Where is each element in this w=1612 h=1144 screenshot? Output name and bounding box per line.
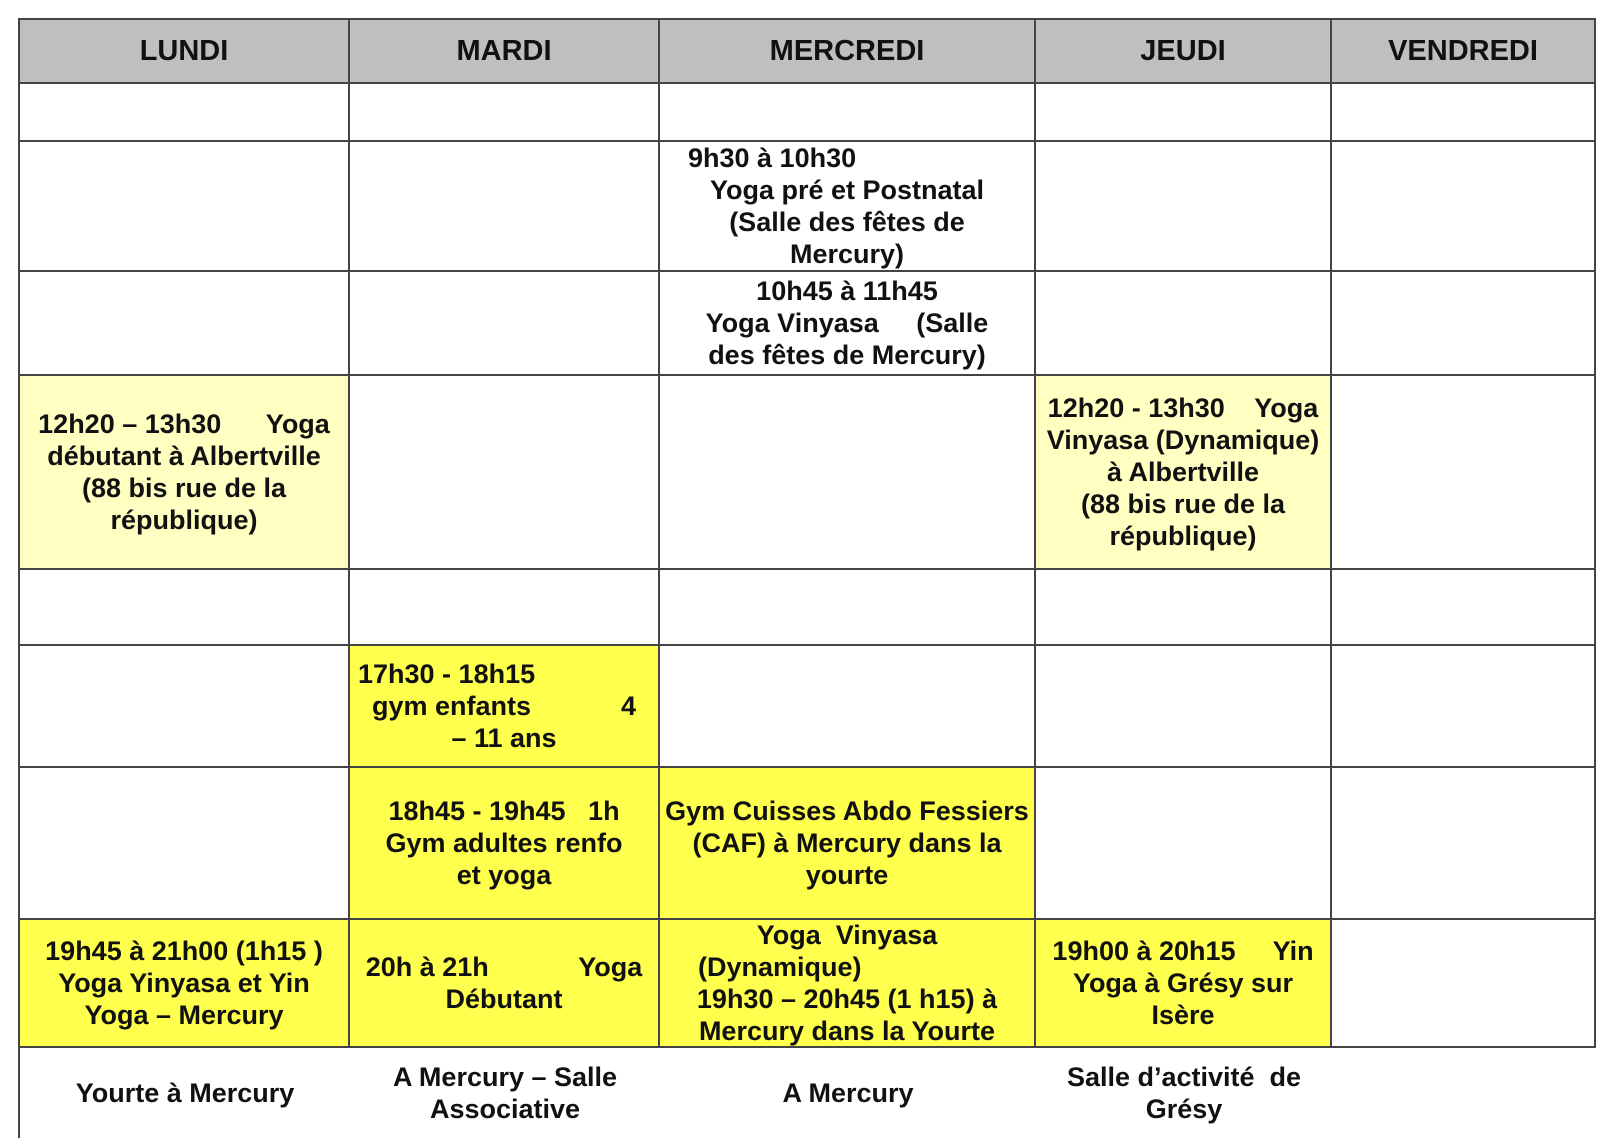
class-mercredi-soir	[660, 920, 1036, 1048]
location-line: Salle d’activité de	[1066, 1062, 1302, 1092]
empty-cell	[350, 272, 660, 376]
class-mardi-enfants	[350, 646, 660, 768]
class-line: (88 bis rue de la	[81, 473, 287, 503]
class-mercredi-caf	[660, 768, 1036, 920]
empty-cell	[1036, 646, 1332, 768]
class-line: – 11 ans	[451, 723, 557, 753]
class-line: (CAF) à Mercury dans la	[692, 828, 1002, 858]
location-line: A Mercury	[782, 1078, 914, 1108]
footer-location-jeudi	[1036, 1048, 1332, 1138]
empty-cell	[660, 376, 1036, 570]
footer-empty	[1332, 1048, 1596, 1138]
empty-cell	[20, 272, 350, 376]
header-mardi: MARDI	[350, 20, 660, 84]
class-time: 10h45 à 11h45	[756, 276, 938, 306]
class-line: Vinyasa (Dynamique)	[1046, 425, 1320, 455]
class-time: 9h30 à 10h30	[688, 143, 857, 173]
class-line: 12h20 - 13h30 Yoga	[1047, 393, 1319, 423]
empty-cell	[1332, 768, 1596, 920]
empty-cell	[20, 142, 350, 272]
class-line: (Salle des fêtes de	[729, 207, 965, 237]
empty-cell	[1332, 142, 1596, 272]
class-mercredi-prenatal	[660, 142, 1036, 272]
footer-location-mercredi	[660, 1048, 1036, 1138]
empty-cell	[1036, 768, 1332, 920]
class-line: 12h20 – 13h30 Yoga	[38, 409, 330, 439]
header-lundi: LUNDI	[20, 20, 350, 84]
class-mardi-adultes	[350, 768, 660, 920]
class-line: Yoga Vinyasa (Salle	[705, 308, 989, 338]
class-line: Débutant	[445, 984, 563, 1014]
empty-cell	[1036, 570, 1332, 646]
class-jeudi-midi	[1036, 376, 1332, 570]
class-jeudi-soir	[1036, 920, 1332, 1048]
class-lundi-midi	[20, 376, 350, 570]
class-line: yourte	[805, 860, 889, 890]
empty-cell	[660, 84, 1036, 142]
class-line: Yoga Yinyasa et Yin	[58, 968, 310, 998]
class-line: Gym Cuisses Abdo Fessiers	[665, 796, 1029, 826]
class-line: à Albertville	[1106, 457, 1260, 487]
empty-cell	[1036, 84, 1332, 142]
empty-cell	[350, 376, 660, 570]
empty-cell	[1332, 646, 1596, 768]
empty-cell	[1332, 376, 1596, 570]
empty-cell	[350, 84, 660, 142]
location-line: A Mercury – Salle	[392, 1062, 618, 1092]
empty-cell	[20, 84, 350, 142]
class-line: Mercury)	[789, 239, 905, 269]
class-line: Isère	[1151, 1000, 1215, 1030]
class-line: et yoga	[456, 860, 552, 890]
class-line: Gym adultes renfo	[385, 828, 623, 858]
empty-cell	[1332, 920, 1596, 1048]
class-line: république)	[1109, 521, 1257, 551]
class-line: débutant à Albertville	[47, 441, 321, 471]
empty-cell	[1036, 142, 1332, 272]
class-mercredi-vinyasa	[660, 272, 1036, 376]
header-jeudi: JEUDI	[1036, 20, 1332, 84]
empty-cell	[1036, 272, 1332, 376]
empty-cell	[660, 570, 1036, 646]
class-line: Yoga pré et Postnatal	[709, 175, 985, 205]
class-line: Mercury dans la Yourte	[698, 1016, 996, 1046]
class-line: (88 bis rue de la	[1080, 489, 1286, 519]
empty-cell	[1332, 84, 1596, 142]
class-line: 20h à 21h Yoga	[365, 952, 643, 982]
class-line: 18h45 - 19h45 1h	[388, 796, 620, 826]
class-line: république)	[110, 505, 258, 535]
class-mardi-soir	[350, 920, 660, 1048]
empty-cell	[350, 142, 660, 272]
footer-location-mardi	[350, 1048, 660, 1138]
empty-cell	[20, 570, 350, 646]
class-line: gym enfants 4	[371, 691, 637, 721]
class-line: 19h00 à 20h15 Yin	[1052, 936, 1314, 966]
class-time: 17h30 - 18h15	[358, 659, 536, 689]
class-line: des fêtes de Mercury)	[708, 340, 986, 370]
empty-cell	[20, 646, 350, 768]
location-line: Grésy	[1145, 1094, 1223, 1124]
weekly-schedule-table	[18, 18, 1596, 1138]
location-line: Yourte à Mercury	[75, 1078, 295, 1108]
class-line: Yoga à Grésy sur	[1072, 968, 1294, 998]
class-line: Yoga – Mercury	[84, 1000, 284, 1030]
class-line: Yoga Vinyasa	[756, 920, 938, 950]
location-line: Associative	[429, 1094, 581, 1124]
header-mercredi: MERCREDI	[660, 20, 1036, 84]
header-vendredi: VENDREDI	[1332, 20, 1596, 84]
empty-cell	[660, 646, 1036, 768]
empty-cell	[1332, 570, 1596, 646]
class-line: 19h45 à 21h00 (1h15 )	[45, 936, 323, 966]
empty-cell	[350, 570, 660, 646]
class-line: (Dynamique)	[698, 952, 862, 982]
empty-cell	[1332, 272, 1596, 376]
class-lundi-soir	[20, 920, 350, 1048]
footer-location-lundi	[20, 1048, 350, 1138]
class-line: 19h30 – 20h45 (1 h15) à	[696, 984, 998, 1014]
empty-cell	[20, 768, 350, 920]
